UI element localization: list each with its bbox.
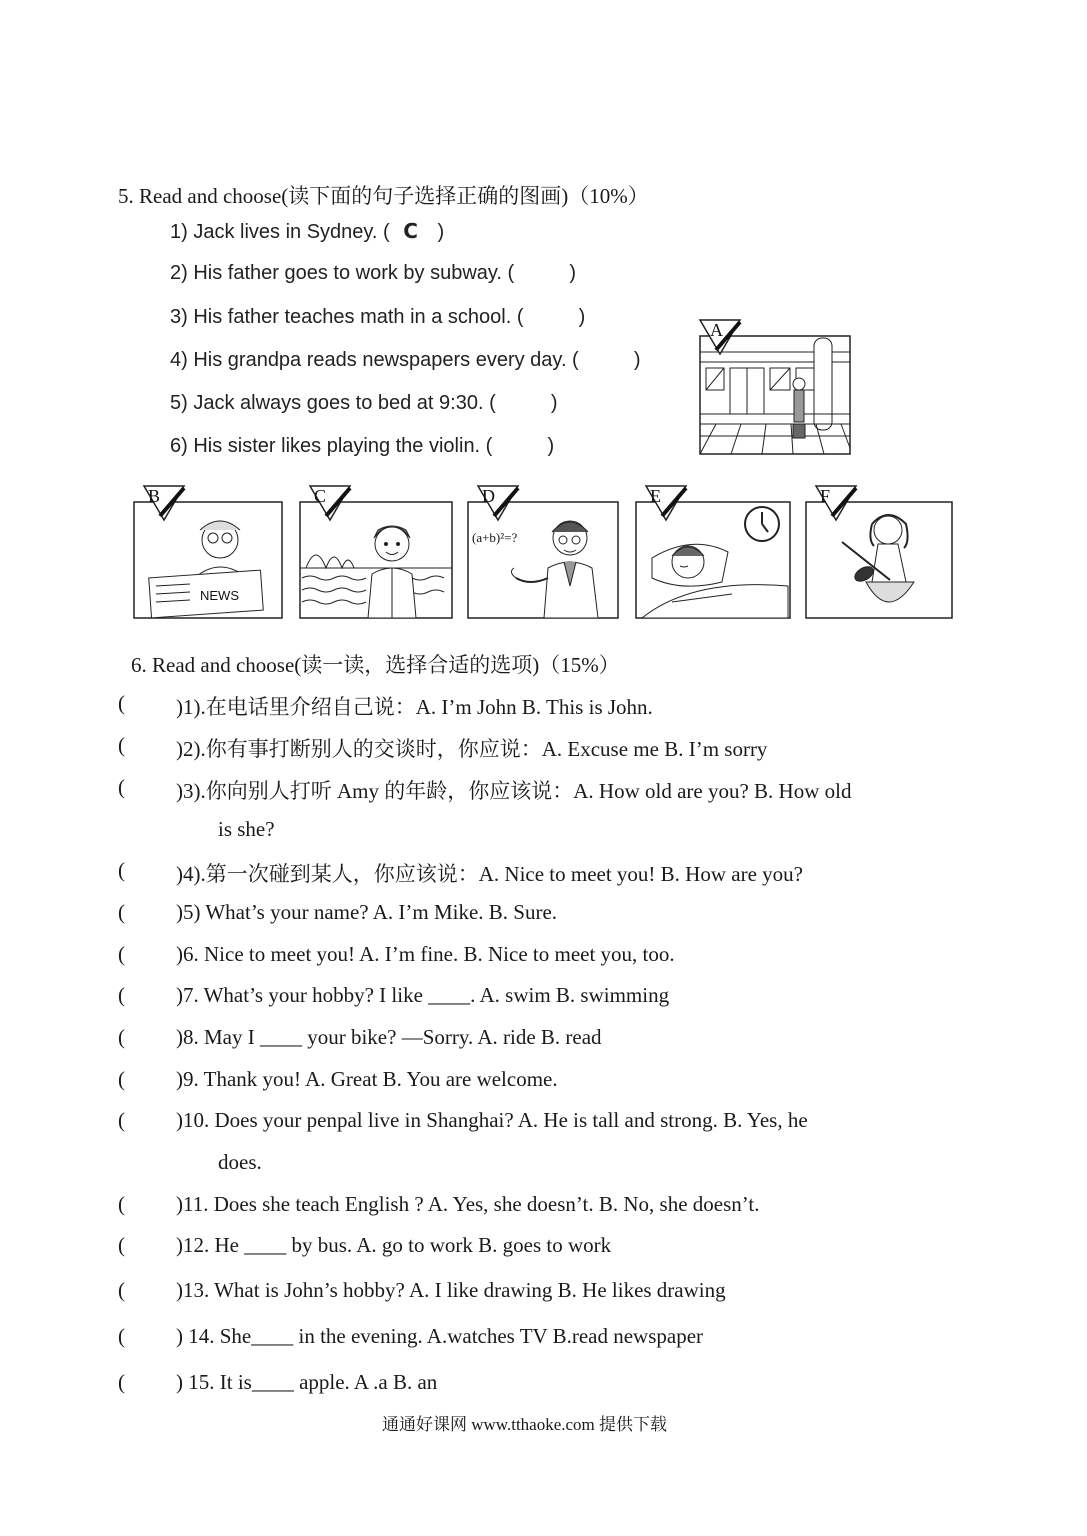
question-2: )2).你有事打断别人的交谈时，你应说：A. Excuse me B. I’m sorry [176, 737, 768, 761]
footer-text: 通通好课网 www.tthaoke.com 提供下载 [382, 1415, 668, 1434]
picture-b-letter: B [148, 486, 161, 506]
answer-bracket[interactable]: ( [118, 900, 125, 924]
answer-bracket[interactable]: ( [118, 1324, 125, 1348]
s5-item-text: 6) His sister likes playing the violin. ( [170, 435, 493, 457]
s5-item-6: 6) His sister likes playing the violin. ( ) [170, 435, 555, 457]
answer-bracket[interactable]: ( [118, 1278, 125, 1302]
s5-item-3: 3) His father teaches math in a school. ( ) [170, 306, 586, 328]
s5-item-1: 1) Jack lives in Sydney. ( C ) [170, 219, 445, 243]
picture-d [464, 482, 622, 622]
s5-item-text: 4) His grandpa reads newspapers every day. ( [170, 349, 579, 371]
answer-bracket[interactable]: ( [118, 1067, 125, 1091]
picture-b-caption: NEWS [200, 588, 239, 603]
question-15: ) 15. It is____ apple. A .a B. an [176, 1370, 438, 1394]
picture-f-letter: F [820, 486, 831, 506]
s5-item-text: 1) Jack lives in Sydney. ( [170, 221, 390, 243]
answer-bracket[interactable]: ( [118, 942, 125, 966]
question-4: )4).第一次碰到某人，你应该说：A. Nice to meet you! B. How are you? [176, 862, 803, 886]
question-9: )9. Thank you! A. Great B. You are welcome. [176, 1067, 558, 1091]
question-14: ) 14. She____ in the evening. A.watches TV B.read newspaper [176, 1324, 704, 1348]
question-7: )7. What’s your hobby? I like ____. A. swim B. swimming [176, 983, 670, 1007]
boy-sydney-opera-house-icon [296, 482, 456, 622]
answer-bracket[interactable]: ( [118, 1192, 125, 1216]
picture-c [296, 482, 456, 622]
s5-item-4: 4) His grandpa reads newspapers every day. ( ) [170, 349, 641, 371]
picture-f [802, 482, 954, 622]
picture-d-letter: D [482, 486, 495, 506]
picture-c-letter: C [314, 486, 327, 506]
section6-title: 6. Read and choose(读一读，选择合适的选项)（15%） [131, 653, 620, 677]
grandpa-newspaper-icon [130, 482, 286, 622]
question-3: )3).你向别人打听 Amy 的年龄，你应该说：A. How old are you? B. How old [176, 779, 852, 803]
answer-bracket[interactable]: ( [118, 1370, 125, 1394]
answer-bracket[interactable]: ( [118, 1233, 125, 1257]
question-5: )5) What’s your name? A. I’m Mike. B. Sure. [176, 900, 558, 924]
question-10-continuation: does. [218, 1150, 262, 1174]
answer-bracket[interactable]: ( [118, 733, 125, 757]
question-13: )13. What is John’s hobby? A. I like drawing B. He likes drawing [176, 1278, 726, 1302]
picture-e [632, 482, 792, 622]
question-1: )1).在电话里介绍自己说：A. I’m John B. This is John. [176, 695, 653, 719]
s5-item-text: 3) His father teaches math in a school. ( [170, 306, 524, 328]
picture-d-caption: (a+b)²=? [472, 530, 518, 545]
s5-answer-1[interactable]: C [403, 219, 418, 243]
picture-b [130, 482, 286, 622]
answer-bracket[interactable]: ( [118, 775, 125, 799]
s5-item-text: 5) Jack always goes to bed at 9:30. ( [170, 392, 496, 414]
answer-bracket[interactable]: ( [118, 1108, 125, 1132]
answer-bracket[interactable]: ( [118, 691, 125, 715]
s5-item-text: 2) His father goes to work by subway. ( [170, 262, 515, 284]
question-8: )8. May I ____ your bike? —Sorry. A. ride B. read [176, 1025, 602, 1049]
answer-bracket[interactable]: ( [118, 858, 125, 882]
section5-title: 5. Read and choose(读下面的句子选择正确的图画)（10%） [118, 184, 649, 208]
question-11: )11. Does she teach English ? A. Yes, she doesn’t. B. No, she doesn’t. [176, 1192, 760, 1216]
s5-item-2: 2) His father goes to work by subway. ( ) [170, 262, 577, 284]
answer-bracket[interactable]: ( [118, 983, 125, 1007]
picture-a-letter: A [710, 320, 723, 340]
s5-item-5: 5) Jack always goes to bed at 9:30. ( ) [170, 392, 558, 414]
question-12: )12. He ____ by bus. A. go to work B. goes to work [176, 1233, 612, 1257]
answer-bracket[interactable]: ( [118, 1025, 125, 1049]
question-3-continuation: is she? [218, 817, 275, 841]
boy-sleeping-clock-icon [632, 482, 792, 622]
picture-a [696, 318, 852, 458]
teacher-math-icon [464, 482, 622, 622]
picture-e-letter: E [650, 486, 661, 506]
subway-station-icon [696, 318, 852, 458]
question-6: )6. Nice to meet you! A. I’m fine. B. Nice to meet you, too. [176, 942, 675, 966]
question-10: )10. Does your penpal live in Shanghai? A. He is tall and strong. B. Yes, he [176, 1108, 808, 1132]
girl-violin-icon [802, 482, 954, 622]
